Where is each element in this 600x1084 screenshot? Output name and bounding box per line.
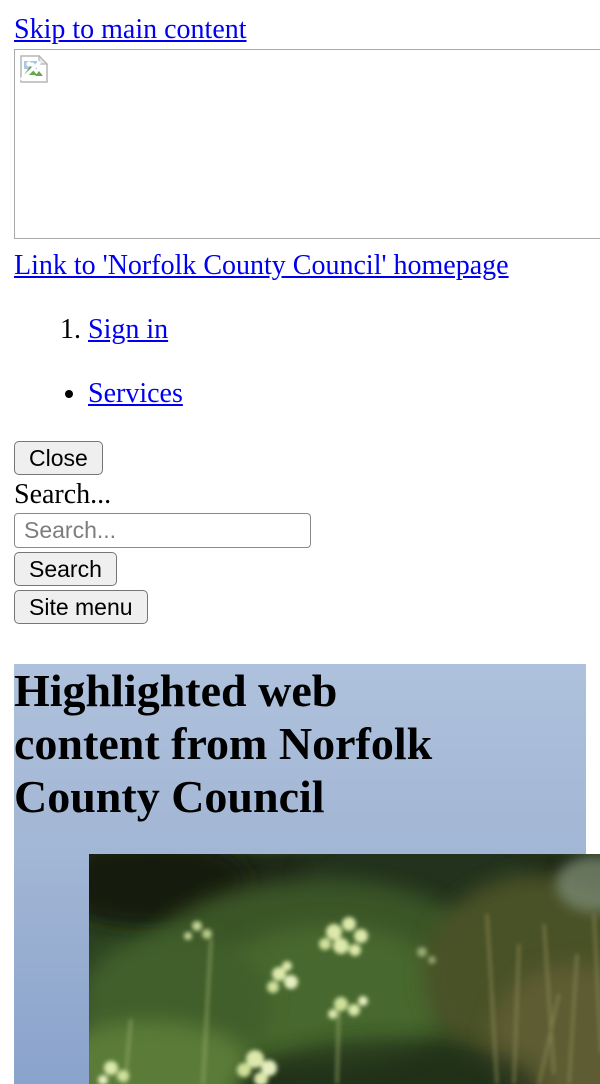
banner-image-placeholder[interactable]: [14, 49, 600, 239]
search-button[interactable]: Search: [14, 552, 117, 586]
menu-controls: [14, 441, 600, 624]
account-nav-list: [14, 313, 600, 347]
highlight-heading: Highlighted web content from Norfolk County Council: [14, 665, 433, 822]
search-input[interactable]: [14, 513, 311, 548]
broken-image-icon: [19, 55, 49, 83]
skip-row: [14, 13, 600, 46]
site-nav-list: [14, 377, 600, 411]
services-link[interactable]: Services: [88, 378, 183, 409]
homepage-row: [14, 249, 600, 283]
sign-in-link[interactable]: Sign in: [88, 314, 169, 345]
council-homepage-link[interactable]: Link to 'Norfolk County Council' homepage: [14, 250, 509, 281]
highlight-figure: [89, 854, 586, 1084]
highlighted-content-panel: [14, 664, 586, 1084]
list-item-sign-in: [88, 313, 600, 347]
list-item-services: [88, 377, 600, 411]
site-menu-button[interactable]: Site menu: [14, 590, 148, 624]
vegetation-photo: [89, 854, 600, 1084]
close-button[interactable]: Close: [14, 441, 103, 475]
search-label: Search...: [14, 479, 112, 510]
skip-to-main-content-link[interactable]: Skip to main content: [14, 14, 247, 45]
